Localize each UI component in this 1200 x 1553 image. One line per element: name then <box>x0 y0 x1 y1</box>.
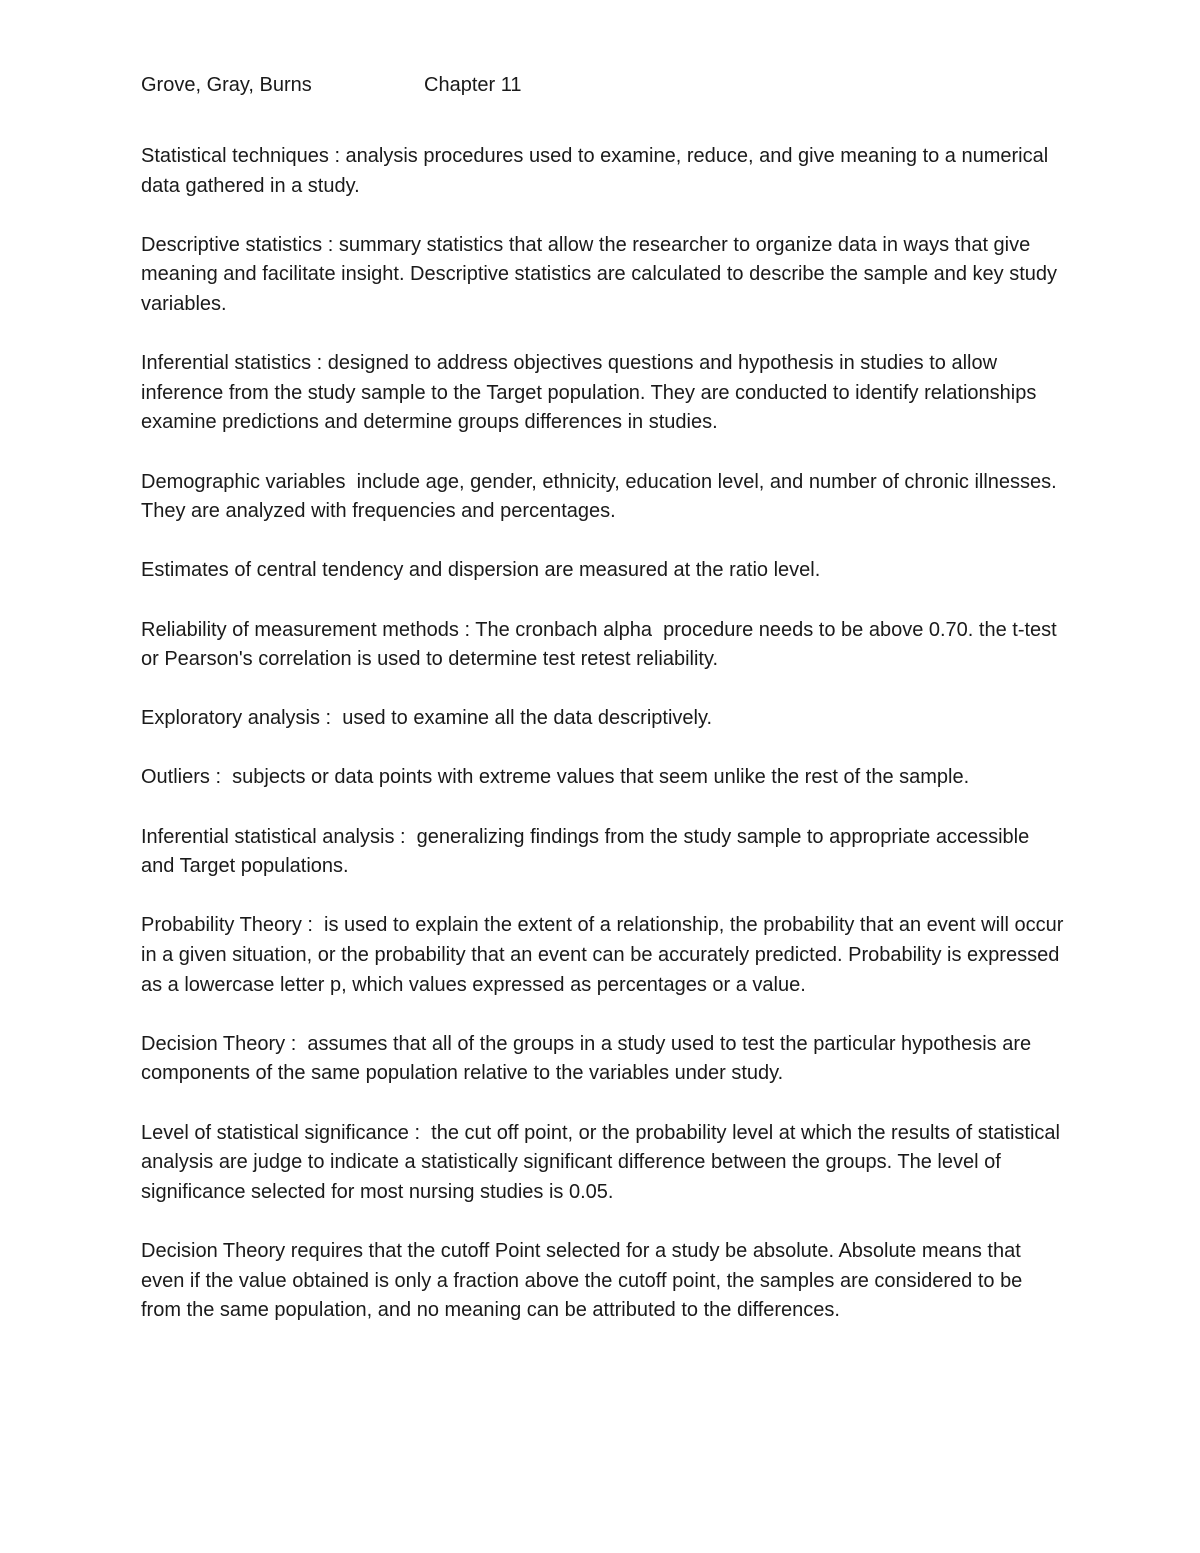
paragraph-probability-theory: Probability Theory : is used to explain the extent of a relationship, the probability that an event will occur in a given situation, or the probability that an event can be accurately predicted. Probability is expressed as a lowercase letter p, which values expressed as percentages or a value. <box>141 914 1069 996</box>
paragraph-decision-theory: Decision Theory : assumes that all of the groups in a study used to test the particular hypothesis are components of the same population relative to the variables under study. <box>141 1032 1037 1085</box>
header-authors: Grove, Gray, Burns <box>141 74 312 96</box>
paragraph-outliers: Outliers : subjects or data points with extreme values that seem unlike the rest of the sample. <box>141 766 970 789</box>
document-body <box>141 142 1069 1355</box>
paragraph-central-tendency: Estimates of central tendency and dispersion are measured at the ratio level. <box>141 559 821 582</box>
paragraph-reliability: Reliability of measurement methods : The cronbach alpha procedure needs to be above 0.70. the t-test or Pearson's correlation is used to determine test retest reliability. <box>141 618 1063 671</box>
paragraph-descriptive-statistics: Descriptive statistics : summary statistics that allow the researcher to organize data in ways that give meaning and facilitate insight. Descriptive statistics are calculated to describe the sample and key study variables. <box>141 233 1063 315</box>
paragraph-inferential-analysis: Inferential statistical analysis : generalizing findings from the study sample to appropriate accessible and Target populations. <box>141 825 1035 878</box>
paragraph-demographic-variables: Demographic variables include age, gender, ethnicity, education level, and number of chronic illnesses. They are analyzed with frequencies and percentages. <box>141 470 1062 523</box>
header-chapter: Chapter 11 <box>424 74 522 96</box>
document-header <box>141 72 521 98</box>
paragraph-statistical-significance: Level of statistical significance : the cut off point, or the probability level at which the results of statistical analysis are judge to indicate a statistically significant difference between the groups. The level of significance selected for most nursing studies is 0.05. <box>141 1121 1066 1203</box>
paragraph-statistical-techniques: Statistical techniques : analysis procedures used to examine, reduce, and give meaning to a numerical data gathered in a study. <box>141 145 1054 197</box>
paragraph-exploratory-analysis: Exploratory analysis : used to examine all the data descriptively. <box>141 707 713 730</box>
paragraph-decision-theory-cutoff: Decision Theory requires that the cutoff Point selected for a study be absolute. Absolute means that even if the value obtained is only a fraction above the cutoff point, the samples are considered to be from the same population, and no meaning can be attributed to the differences. <box>141 1239 1028 1322</box>
paragraph-inferential-statistics: Inferential statistics : designed to address objectives questions and hypothesis in studies to allow inference from the study sample to the Target population. They are conducted to identify relationships examine predictions and determine groups differences in studies. <box>141 352 1042 434</box>
